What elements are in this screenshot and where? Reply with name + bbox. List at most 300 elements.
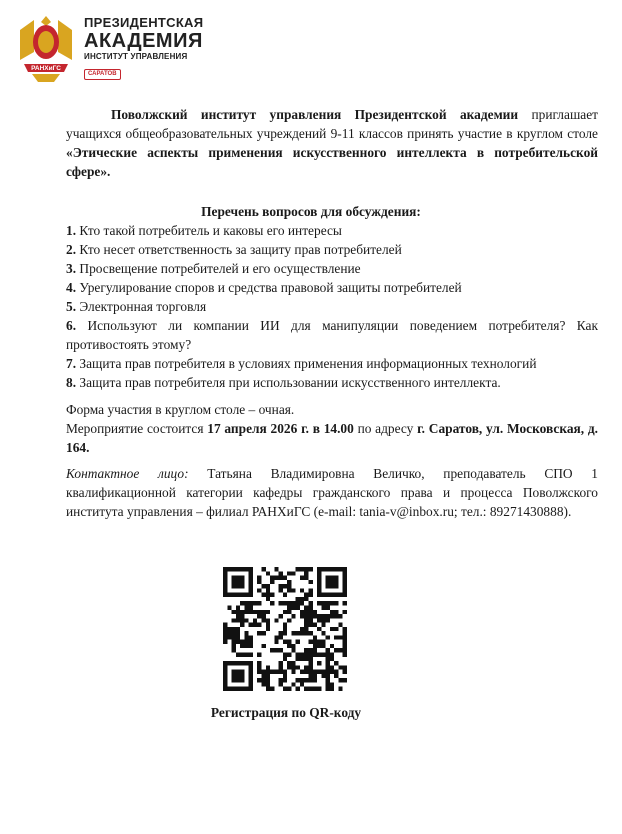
questions-list	[66, 221, 598, 392]
qr-module	[309, 640, 313, 644]
qr-module	[304, 593, 308, 597]
qr-module	[313, 648, 317, 652]
qr-module	[321, 605, 325, 609]
qr-module	[236, 687, 240, 691]
qr-module	[300, 653, 304, 657]
qr-module	[326, 648, 330, 652]
qr-module	[326, 665, 330, 669]
qr-module	[317, 653, 321, 657]
qr-module	[266, 593, 270, 597]
qr-module	[223, 661, 227, 665]
qr-module	[300, 678, 304, 682]
intro-paragraph	[66, 105, 598, 181]
qr-module	[338, 623, 342, 627]
participation-form: Форма участия в круглом столе – очная.	[66, 402, 295, 417]
qr-module	[223, 665, 227, 669]
qr-module	[240, 674, 244, 678]
qr-module	[240, 593, 244, 597]
event-details: Мероприятие состоится 17 апреля 2026 г. в 14.00 по адресу г. Саратов, ул. Московская, д. 164.	[66, 421, 598, 455]
academy-name-line1: ПРЕЗИДЕНТСКАЯ	[84, 15, 204, 30]
qr-module	[296, 678, 300, 682]
qr-module	[257, 576, 261, 580]
qr-module	[261, 567, 265, 571]
list-item: 4. Урегулирование споров и средства правовой защиты потребителей	[66, 280, 462, 295]
qr-module	[266, 584, 270, 588]
qr-module	[249, 661, 253, 665]
qr-module	[266, 618, 270, 622]
qr-module	[236, 631, 240, 635]
qr-module	[304, 614, 308, 618]
qr-module	[291, 605, 295, 609]
qr-module	[287, 640, 291, 644]
organizer-name: Поволжский институт управления Президентской академии	[111, 107, 519, 122]
qr-module	[249, 610, 253, 614]
qr-module	[232, 580, 236, 584]
emblem-ribbon-text: РАНХиГС	[31, 65, 61, 72]
qr-module	[313, 674, 317, 678]
qr-module	[317, 593, 321, 597]
qr-module	[309, 593, 313, 597]
qr-module	[249, 665, 253, 669]
academy-name	[84, 16, 203, 80]
qr-module	[304, 648, 308, 652]
qr-module	[321, 670, 325, 674]
questions-title: Перечень вопросов для обсуждения:	[201, 204, 421, 219]
qr-module	[330, 644, 334, 648]
qr-module	[227, 635, 231, 639]
qr-module	[313, 653, 317, 657]
qr-module	[283, 670, 287, 674]
qr-module	[287, 584, 291, 588]
qr-module	[330, 687, 334, 691]
qr-module	[317, 627, 321, 631]
qr-module	[227, 593, 231, 597]
qr-module	[257, 588, 261, 592]
qr-module	[330, 682, 334, 686]
qr-module	[223, 670, 227, 674]
qr-module	[343, 644, 347, 648]
list-item: 1. Кто такой потребитель и каковы его интересы	[66, 223, 342, 238]
qr-module	[334, 648, 338, 652]
qr-module	[304, 670, 308, 674]
qr-module	[244, 610, 248, 614]
qr-module	[232, 627, 236, 631]
qr-module	[338, 635, 342, 639]
qr-module	[317, 670, 321, 674]
qr-module	[287, 618, 291, 622]
qr-module	[261, 674, 265, 678]
qr-module	[343, 610, 347, 614]
qr-module	[321, 567, 325, 571]
qr-module	[261, 614, 265, 618]
qr-module	[330, 584, 334, 588]
qr-module	[261, 631, 265, 635]
qr-module	[261, 670, 265, 674]
qr-module	[338, 648, 342, 652]
qr-module	[313, 640, 317, 644]
qr-module	[223, 627, 227, 631]
qr-module	[326, 601, 330, 605]
qr-module	[240, 601, 244, 605]
qr-module	[296, 653, 300, 657]
qr-module	[232, 593, 236, 597]
qr-module	[296, 665, 300, 669]
list-item: 5. Электронная торговля	[66, 299, 207, 314]
qr-module	[223, 687, 227, 691]
qr-module	[343, 665, 347, 669]
qr-module	[283, 601, 287, 605]
qr-module	[227, 627, 231, 631]
qr-module	[304, 657, 308, 661]
intro-text: приглашает учащихся общеобразовательных учреждений 9-11 классов принять участие в круглом столе	[66, 107, 598, 141]
qr-module	[300, 627, 304, 631]
qr-module	[334, 670, 338, 674]
qr-module	[326, 580, 330, 584]
qr-module	[334, 661, 338, 665]
qr-module	[270, 648, 274, 652]
qr-module	[274, 648, 278, 652]
qr-module	[313, 635, 317, 639]
qr-module	[240, 623, 244, 627]
qr-module	[232, 674, 236, 678]
qr-module	[227, 631, 231, 635]
qr-module	[249, 670, 253, 674]
qr-module	[343, 635, 347, 639]
qr-module	[317, 567, 321, 571]
qr-module	[326, 618, 330, 622]
qr-module	[338, 593, 342, 597]
qr-module	[236, 593, 240, 597]
qr-module	[270, 670, 274, 674]
qr-module	[317, 576, 321, 580]
qr-module	[279, 584, 283, 588]
qr-module	[291, 661, 295, 665]
qr-module	[304, 678, 308, 682]
qr-module	[249, 640, 253, 644]
qr-module	[227, 567, 231, 571]
city-badge: САРАТОВ	[84, 69, 121, 80]
qr-module	[291, 588, 295, 592]
qr-module	[266, 687, 270, 691]
qr-module	[309, 674, 313, 678]
qr-module	[283, 623, 287, 627]
qr-module	[249, 601, 253, 605]
qr-module	[300, 670, 304, 674]
qr-module	[343, 580, 347, 584]
qr-module	[279, 661, 283, 665]
qr-module	[304, 687, 308, 691]
qr-module	[261, 678, 265, 682]
qr-module	[343, 631, 347, 635]
qr-module	[313, 678, 317, 682]
qr-module	[236, 618, 240, 622]
qr-module	[326, 576, 330, 580]
qr-module	[266, 597, 270, 601]
qr-module	[253, 610, 257, 614]
qr-module	[283, 610, 287, 614]
qr-module	[330, 665, 334, 669]
qr-module	[270, 580, 274, 584]
qr-module	[326, 682, 330, 686]
qr-module	[343, 584, 347, 588]
qr-module	[326, 687, 330, 691]
qr-module	[249, 678, 253, 682]
qr-module	[309, 665, 313, 669]
qr-module	[253, 601, 257, 605]
qr-module	[309, 631, 313, 635]
qr-module	[317, 588, 321, 592]
qr-module	[236, 653, 240, 657]
qr-module	[266, 682, 270, 686]
qr-module	[309, 567, 313, 571]
qr-module	[334, 584, 338, 588]
qr-module	[309, 610, 313, 614]
qr-module	[304, 597, 308, 601]
qr-module	[240, 640, 244, 644]
qr-module	[244, 687, 248, 691]
qr-module	[244, 644, 248, 648]
academy-name-line2: АКАДЕМИЯ	[84, 30, 203, 52]
qr-module	[266, 627, 270, 631]
qr-module	[249, 644, 253, 648]
qr-module	[274, 567, 278, 571]
qr-module	[261, 618, 265, 622]
qr-module	[249, 674, 253, 678]
qr-module	[236, 580, 240, 584]
qr-module	[253, 618, 257, 622]
qr-module	[223, 567, 227, 571]
qr-module	[244, 661, 248, 665]
qr-module	[326, 567, 330, 571]
qr-module	[326, 635, 330, 639]
qr-module	[279, 576, 283, 580]
qr-module	[304, 665, 308, 669]
qr-module	[309, 605, 313, 609]
qr-module	[232, 584, 236, 588]
event-datetime: 17 апреля 2026 г. в 14.00	[207, 421, 354, 436]
qr-module	[266, 670, 270, 674]
qr-module	[283, 576, 287, 580]
qr-module	[304, 610, 308, 614]
qr-module	[287, 601, 291, 605]
qr-module	[334, 610, 338, 614]
qr-module	[236, 635, 240, 639]
qr-module	[279, 648, 283, 652]
qr-module	[309, 687, 313, 691]
qr-module	[236, 614, 240, 618]
qr-module	[283, 593, 287, 597]
qr-module	[266, 588, 270, 592]
qr-module	[300, 610, 304, 614]
qr-module	[270, 601, 274, 605]
qr-module	[334, 635, 338, 639]
qr-module	[300, 576, 304, 580]
qr-module	[244, 640, 248, 644]
qr-module	[249, 571, 253, 575]
qr-module	[279, 682, 283, 686]
qr-module	[326, 584, 330, 588]
qr-module	[321, 593, 325, 597]
qr-module	[291, 601, 295, 605]
qr-module	[326, 657, 330, 661]
qr-module	[343, 670, 347, 674]
qr-module	[330, 657, 334, 661]
qr-module	[287, 605, 291, 609]
list-item: 7. Защита прав потребителя в условиях применения информационных технологий	[66, 356, 537, 371]
qr-module	[223, 640, 227, 644]
qr-module	[291, 682, 295, 686]
qr-module	[317, 571, 321, 575]
qr-module	[232, 610, 236, 614]
qr-module	[296, 657, 300, 661]
qr-module	[330, 567, 334, 571]
qr-module	[326, 678, 330, 682]
list-item: 3. Просвещение потребителей и его осуществление	[66, 261, 361, 276]
qr-module	[309, 648, 313, 652]
qr-module	[300, 597, 304, 601]
qr-module	[309, 670, 313, 674]
qr-module	[232, 567, 236, 571]
qr-module	[321, 623, 325, 627]
qr-module	[330, 610, 334, 614]
qr-module	[236, 670, 240, 674]
qr-module	[257, 653, 261, 657]
qr-module	[296, 631, 300, 635]
qr-module	[287, 588, 291, 592]
qr-module	[338, 567, 342, 571]
qr-module	[223, 593, 227, 597]
qr-module	[261, 644, 265, 648]
qr-module	[343, 648, 347, 652]
qr-module	[304, 623, 308, 627]
qr-module	[223, 631, 227, 635]
qr-module	[321, 653, 325, 657]
registration-qr-code[interactable]	[223, 567, 347, 691]
qr-module	[244, 567, 248, 571]
qr-module	[287, 653, 291, 657]
qr-module	[309, 661, 313, 665]
qr-module	[309, 601, 313, 605]
qr-module	[309, 580, 313, 584]
qr-module	[236, 610, 240, 614]
qr-module	[283, 674, 287, 678]
academy-emblem-icon	[14, 12, 78, 84]
qr-module	[244, 653, 248, 657]
qr-module	[283, 640, 287, 644]
academy-logo	[14, 12, 214, 84]
qr-module	[232, 631, 236, 635]
qr-module	[232, 618, 236, 622]
qr-module	[338, 687, 342, 691]
qr-module	[304, 618, 308, 622]
qr-module	[291, 614, 295, 618]
qr-module	[317, 644, 321, 648]
qr-module	[240, 661, 244, 665]
qr-module	[257, 610, 261, 614]
qr-module	[300, 682, 304, 686]
qr-module	[244, 605, 248, 609]
qr-module	[287, 644, 291, 648]
qr-module	[261, 593, 265, 597]
qr-module	[236, 678, 240, 682]
qr-module	[317, 601, 321, 605]
qr-module	[227, 661, 231, 665]
list-item: 8. Защита прав потребителя при использовании искусственного интеллекта.	[66, 375, 501, 390]
qr-module	[338, 665, 342, 669]
qr-module	[334, 674, 338, 678]
qr-module	[279, 614, 283, 618]
list-item: 6. Используют ли компании ИИ для манипуляции поведением потребителя? Как противостоять этому?	[66, 318, 598, 352]
qr-module	[309, 657, 313, 661]
qr-module	[283, 678, 287, 682]
qr-module	[321, 640, 325, 644]
qr-module	[283, 584, 287, 588]
qr-module	[236, 627, 240, 631]
qr-module	[300, 631, 304, 635]
qr-module	[249, 588, 253, 592]
qr-module	[249, 635, 253, 639]
qr-module	[343, 627, 347, 631]
qr-module	[244, 601, 248, 605]
qr-module	[232, 687, 236, 691]
qr-module	[227, 605, 231, 609]
qr-module	[249, 593, 253, 597]
qr-module	[244, 631, 248, 635]
qr-module	[321, 614, 325, 618]
qr-module	[326, 661, 330, 665]
qr-module	[279, 678, 283, 682]
qr-module	[232, 678, 236, 682]
qr-module	[223, 588, 227, 592]
qr-module	[249, 576, 253, 580]
qr-module	[223, 635, 227, 639]
qr-module	[300, 601, 304, 605]
qr-module	[274, 670, 278, 674]
qr-module	[343, 653, 347, 657]
qr-caption: Регистрация по QR-коду	[210, 705, 362, 720]
qr-module	[279, 571, 283, 575]
qr-module	[232, 635, 236, 639]
academy-name-line3: ИНСТИТУТ УПРАВЛЕНИЯ	[84, 52, 188, 61]
qr-module	[334, 567, 338, 571]
qr-module	[304, 631, 308, 635]
qr-module	[287, 610, 291, 614]
qr-module	[266, 665, 270, 669]
qr-module	[321, 631, 325, 635]
qr-module	[274, 618, 278, 622]
qr-module	[317, 584, 321, 588]
qr-module	[274, 640, 278, 644]
qr-module	[223, 576, 227, 580]
qr-module	[287, 580, 291, 584]
list-item: 2. Кто несет ответственность за защиту прав потребителей	[66, 242, 402, 257]
qr-module	[279, 588, 283, 592]
qr-module	[270, 593, 274, 597]
qr-module	[296, 597, 300, 601]
qr-module	[309, 623, 313, 627]
qr-module	[304, 576, 308, 580]
qr-module	[240, 584, 244, 588]
qr-module	[309, 588, 313, 592]
qr-module	[266, 678, 270, 682]
qr-module	[279, 665, 283, 669]
qr-module	[343, 678, 347, 682]
qr-module	[244, 635, 248, 639]
qr-module	[330, 670, 334, 674]
qr-module	[317, 640, 321, 644]
qr-module	[223, 678, 227, 682]
qr-module	[270, 687, 274, 691]
